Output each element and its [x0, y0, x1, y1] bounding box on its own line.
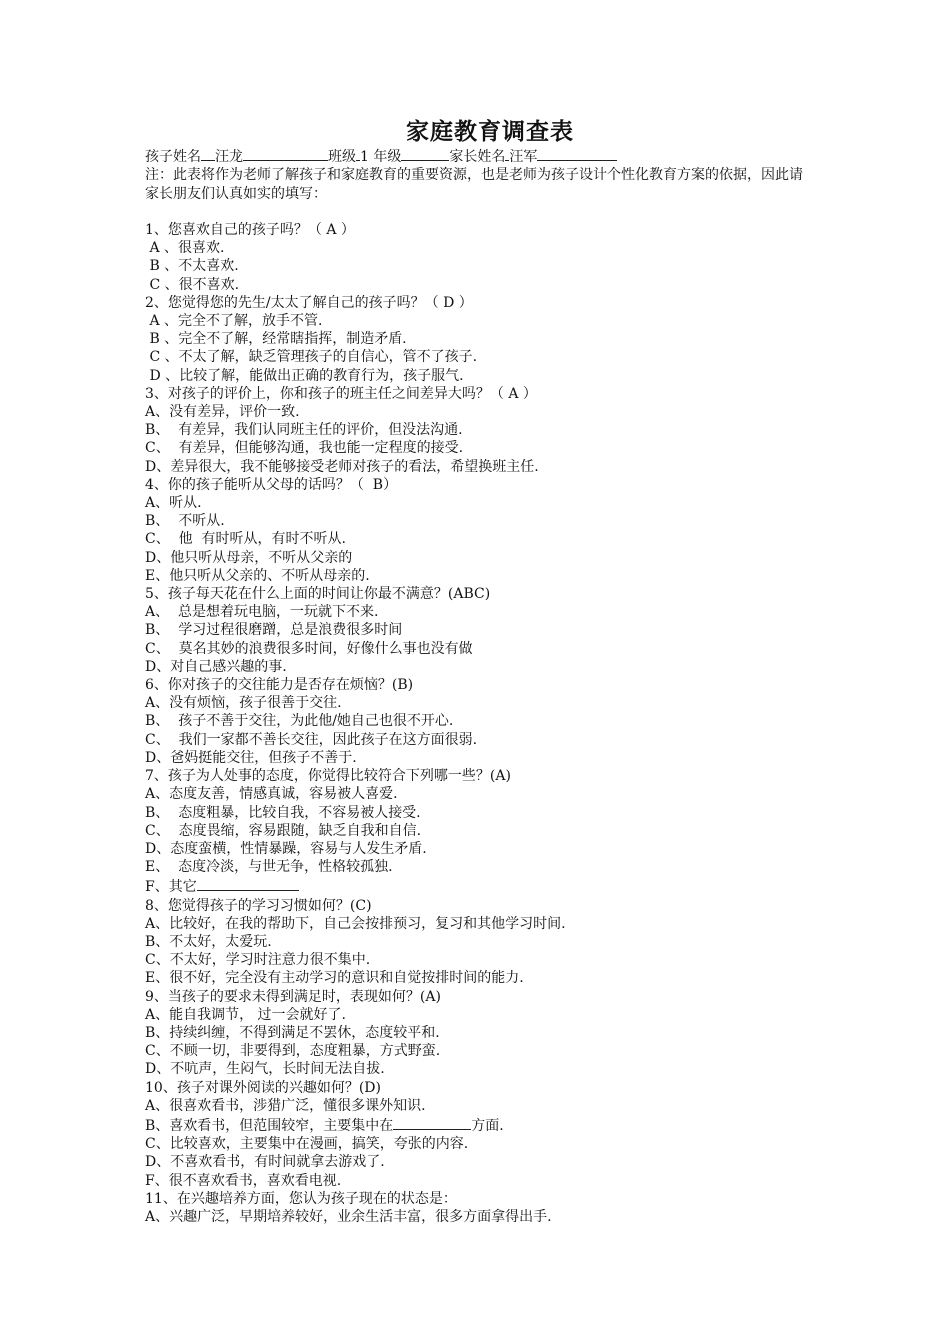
option-line [145, 1024, 815, 1042]
option-text: B、持续纠缠，不得到满足不罢休，态度较平和. [145, 1024, 440, 1041]
option-text: D、不喜欢看书，有时间就拿去游戏了. [145, 1154, 385, 1171]
option-line [145, 1060, 815, 1078]
option-text: C、 有差异，但能够沟通，我也能一定程度的接受. [145, 440, 464, 457]
option-line [145, 530, 815, 548]
question-text: 3、对孩子的评价上，你和孩子的班主任之间差异大吗？（ A ） [145, 385, 537, 402]
question-line [145, 1079, 815, 1097]
parent-name-value: 汪军 [509, 149, 538, 165]
option-line [145, 567, 815, 585]
option-line [145, 876, 815, 896]
question-line [145, 1190, 815, 1208]
child-name-value: 汪龙 [215, 149, 243, 165]
option-text: D、他只听从母亲，不听从父亲的 [145, 549, 353, 566]
option-text: E、他只听从父亲的、不听从母亲的. [145, 567, 370, 584]
option-text: B、 孩子不善于交往，为此他/她自己也很不开心. [145, 713, 454, 730]
option-line [145, 367, 815, 385]
option-text: D、态度蛮横，性情暴躁，容易与人发生矛盾. [145, 840, 427, 857]
question-text: 11、在兴趣培养方面，您认为孩子现在的状态是： [145, 1190, 457, 1207]
option-line [145, 731, 815, 749]
option-line [145, 933, 815, 951]
underline [243, 146, 328, 161]
option-line [145, 804, 815, 822]
option-line [145, 348, 815, 366]
spacer [145, 203, 815, 221]
option-text: C、不太好，学习时注意力很不集中. [145, 952, 371, 969]
option-line [145, 712, 815, 730]
option-line [145, 621, 815, 639]
option-line [145, 1172, 815, 1190]
option-text: F、很不喜欢看书，喜欢看电视. [145, 1172, 342, 1189]
question-line [145, 676, 815, 694]
option-line [145, 969, 815, 987]
underline [201, 146, 215, 161]
option-line [145, 494, 815, 512]
option-line [145, 822, 815, 840]
question-text: 4、你的孩子能听从父母的话吗？（ B） [145, 476, 398, 493]
option-text-suffix: 方面. [471, 1117, 504, 1134]
parent-name-label: 家长姓名 [449, 149, 506, 165]
question-text: 2、您觉得您的先生/太太了解自己的孩子吗？（ D ） [145, 294, 473, 311]
question-line [145, 476, 815, 494]
option-text: A、很喜欢看书，涉猎广泛，懂很多课外知识. [145, 1097, 426, 1114]
underline [537, 146, 617, 161]
question-line [145, 385, 815, 403]
question-text: 9、当孩子的要求未得到满足时，表现如何？(A) [145, 988, 441, 1005]
option-line [145, 951, 815, 969]
option-line [145, 439, 815, 457]
option-text: B 、不太喜欢. [145, 258, 239, 275]
option-line [145, 1208, 815, 1226]
option-text: A、兴趣广泛，早期培养较好，业余生活丰富，很多方面拿得出手. [145, 1208, 552, 1225]
question-line [145, 767, 815, 785]
question-text: 8、您觉得孩子的学习习惯如何？(C) [145, 897, 372, 914]
class-label: 班级 [328, 149, 356, 165]
option-text: A、听从. [145, 495, 202, 512]
option-text: A、比较好，在我的帮助下，自己会按排预习，复习和其他学习时间. [145, 915, 566, 932]
option-line [145, 512, 815, 530]
option-text: C、比较喜欢，主要集中在漫画，搞笑，夸张的内容. [145, 1136, 469, 1153]
question-text: 5、孩子每天花在什么上面的时间让你最不满意？(ABC) [145, 586, 491, 603]
option-line [145, 403, 815, 421]
option-line [145, 1006, 815, 1024]
option-line [145, 1097, 815, 1115]
question-text: 6、你对孩子的交往能力是否存在烦恼？(B) [145, 677, 414, 694]
option-text: C、 他 有时听从，有时不听从. [145, 531, 346, 548]
option-line [145, 840, 815, 858]
underline [401, 146, 449, 161]
option-text: C、不顾一切，非要得到，态度粗暴，方式野蛮. [145, 1043, 441, 1060]
option-text: B、 学习过程很磨蹭，总是浪费很多时间 [145, 622, 403, 639]
option-text: B、喜欢看书，但范围较窄，主要集中在 [145, 1117, 394, 1134]
option-line [145, 421, 815, 439]
question-text: 1、您喜欢自己的孩子吗？（ A ） [145, 222, 355, 238]
option-text: E、 态度冷淡，与世无争，性格较孤独. [145, 859, 393, 876]
page-title: 家庭教育调查表 [406, 118, 574, 145]
instructions-note: 注：此表将作为老师了解孩子和家庭教育的重要资源，也是老师为孩子设计个性化教育方案的依据，因此请家长朋友们认真如实的填写： [145, 167, 803, 202]
option-text: B 、完全不了解，经常瞎指挥，制造矛盾. [145, 331, 407, 348]
option-text: B、 态度粗暴，比较自我，不容易被人接受. [145, 804, 421, 821]
option-text: A、能自我调节， 过一会就好了. [145, 1006, 347, 1023]
option-text: A、 总是想着玩电脑，一玩就下不来. [145, 604, 379, 621]
question-text: 7、孩子为人处事的态度，你觉得比较符合下列哪一些？(A) [145, 768, 511, 785]
option-text: A、没有烦恼，孩子很善于交往. [145, 695, 342, 712]
fill-in-blank [197, 876, 299, 891]
question-line [145, 988, 815, 1006]
option-text: D、对自己感兴趣的事. [145, 658, 287, 675]
option-line [145, 312, 815, 330]
option-line [145, 257, 815, 275]
option-text: D、差异很大，我不能够接受老师对孩子的看法，希望换班主任. [145, 458, 539, 475]
option-text: E、很不好，完全没有主动学习的意识和自觉按排时间的能力. [145, 970, 524, 987]
option-line [145, 915, 815, 933]
question-text: 10、孩子对课外阅读的兴趣如何？(D) [145, 1079, 381, 1096]
option-text: D、不吭声，生闷气，长时间无法自拔. [145, 1061, 385, 1078]
option-text: A、没有差异，评价一致. [145, 404, 300, 421]
option-text: C、 我们一家都不善长交往，因此孩子在这方面很弱. [145, 731, 478, 748]
option-line [145, 458, 815, 476]
question-line [145, 585, 815, 603]
option-line [145, 1115, 815, 1135]
option-text: C 、不太了解，缺乏管理孩子的自信心，管不了孩子. [145, 349, 478, 366]
option-line [145, 749, 815, 767]
option-line [145, 330, 815, 348]
option-text: C、 态度畏缩，容易跟随，缺乏自我和自信. [145, 822, 422, 839]
option-text: A、态度友善，情感真诚，容易被人喜爱. [145, 786, 398, 803]
option-text: D、爸妈挺能交往，但孩子不善于. [145, 749, 357, 766]
option-line [145, 1135, 815, 1153]
survey-document [145, 118, 815, 1226]
option-text: A 、很喜欢. [145, 240, 225, 257]
option-line [145, 603, 815, 621]
question-line [145, 294, 815, 312]
option-line [145, 1042, 815, 1060]
option-line [145, 640, 815, 658]
option-text: B、不太好，太爱玩. [145, 933, 272, 950]
option-text: F、其它 [145, 879, 197, 896]
option-text: C、 莫名其妙的浪费很多时间，好像什么事也没有做 [145, 640, 473, 657]
option-text: A 、完全不了解，放手不管. [145, 313, 323, 330]
option-line [145, 239, 815, 257]
class-value: 1 年级 [360, 149, 402, 165]
option-line [145, 785, 815, 803]
option-line [145, 658, 815, 676]
fill-in-blank [393, 1115, 471, 1130]
option-text: C 、很不喜欢. [145, 276, 240, 293]
option-text: D 、比较了解，能做出正确的教育行为，孩子服气. [145, 367, 464, 384]
question-line [145, 897, 815, 915]
info-row [145, 146, 815, 166]
question-line [145, 221, 815, 239]
child-name-label: 孩子姓名 [145, 149, 201, 165]
option-line [145, 276, 815, 294]
option-text: B、 不听从. [145, 513, 225, 530]
option-line [145, 549, 815, 567]
option-line [145, 1153, 815, 1171]
option-line [145, 858, 815, 876]
option-text: B、 有差异，我们认同班主任的评价，但没法沟通. [145, 422, 463, 439]
question-list [145, 221, 815, 1226]
option-line [145, 694, 815, 712]
